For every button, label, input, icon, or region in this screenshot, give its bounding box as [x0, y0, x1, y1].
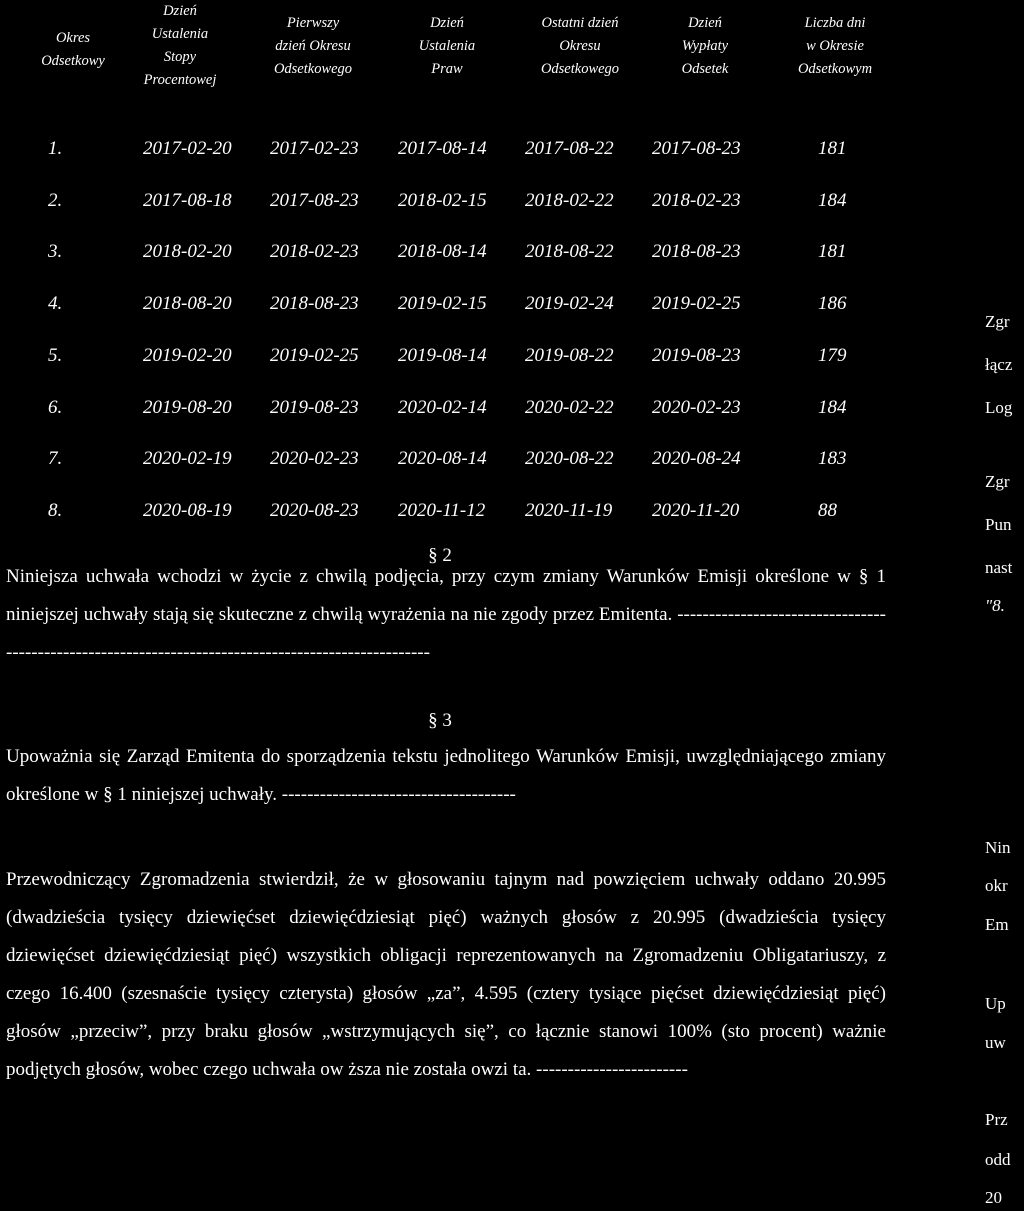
table-cell: 2018-08-14 — [398, 241, 487, 263]
table-row — [0, 345, 960, 375]
column-header-7 — [770, 12, 900, 81]
right-fragment: Prz — [985, 1110, 1008, 1129]
table-cell: 2019-02-25 — [270, 344, 359, 366]
column-header-4 — [392, 12, 502, 81]
table-cell: 2017-08-23 — [270, 189, 359, 211]
column-header-6 — [650, 12, 760, 81]
table-cell: 2019-02-20 — [143, 344, 232, 366]
right-fragment: Log — [985, 398, 1013, 417]
column-header-line: Okres — [55, 30, 91, 46]
column-header-line: Dzień — [163, 3, 197, 19]
vote-paragraph: Przewodniczący Zgromadzenia stwierdził, że w głosowaniu tajnym nad powzięciem uchwały oddano 20.995 (dwadzieścia tysięcy dziewięćset dziewięćdziesiąt pięć) ważnych głosów z 20.995 (dwadzieścia tysięcy dziewięćset dziewięćdziesiąt pięć) wszystkich obligacji reprezentowanych na Zgromadzeniu Obligatariuszy, z czego 16.400 (szesnaście tysięcy czterysta) głosów „za”, 4.595 (cztery tysiące pięćset dziewięćdziesiąt pięć) głosów „przeciw”, przy braku głosów „wstrzymujących się”, co łącznie stanowi 100% (sto procent) ważnie podjętych głosów, wobec czego uchwała ow ższa nie została owzi ta. ------------------------ — [6, 869, 886, 1080]
table-cell: 2020-02-14 — [398, 396, 487, 418]
table-cell: 2. — [48, 189, 63, 211]
column-header-1 — [28, 27, 118, 73]
column-header-line: w Okresie — [806, 38, 864, 54]
right-fragment: "8. — [985, 596, 1005, 615]
table-cell: 8. — [48, 499, 63, 521]
table-cell: 2018-02-22 — [525, 189, 614, 211]
table-cell: 2017-08-14 — [398, 138, 487, 159]
table-cell: 2020-08-24 — [652, 448, 741, 470]
section-2-heading: § 2 — [428, 545, 452, 566]
section-3-text: Upoważnia się Zarząd Emitenta do sporządzenia tekstu jednolitego Warunków Emisji, uwzględniającego zmiany określone w § 1 niniejszej uchwały. ------------------------------------- — [6, 746, 886, 805]
column-header-line: Dzień — [688, 15, 722, 31]
table-cell: 2020-11-19 — [525, 499, 613, 521]
table-cell: 6. — [48, 396, 63, 418]
column-header-line: Odsetkowy — [41, 53, 105, 69]
column-header-line: Odsetkowego — [540, 61, 620, 77]
table-cell: 2019-02-15 — [398, 293, 487, 315]
column-header-line: Liczba dni — [804, 15, 866, 31]
table-cell: 2019-08-14 — [398, 344, 487, 366]
table-row — [0, 293, 960, 323]
column-header-line: Okresu — [559, 38, 601, 54]
table-row — [0, 241, 960, 271]
right-fragment: 20 — [985, 1188, 1002, 1207]
table-cell: 2018-08-22 — [525, 241, 614, 263]
table-cell: 181 — [818, 138, 847, 159]
table-cell: 2020-08-23 — [270, 499, 359, 521]
table-cell: 183 — [818, 448, 847, 470]
table-cell: 2017-02-20 — [143, 138, 232, 159]
table-cell: 2020-11-12 — [398, 499, 486, 521]
column-header-line: Dzień — [430, 15, 464, 31]
table-cell: 1. — [48, 138, 63, 159]
table-cell: 2020-08-14 — [398, 448, 487, 470]
table-cell: 2019-08-20 — [143, 396, 232, 418]
table-row — [0, 138, 960, 168]
right-fragment: Nin — [985, 838, 1011, 857]
right-fragment: Zgr — [985, 312, 1010, 331]
table-cell: 4. — [48, 293, 63, 315]
column-header-line: Pierwszy — [286, 15, 340, 31]
table-cell: 184 — [818, 396, 847, 418]
table-cell: 2017-08-22 — [525, 138, 614, 159]
table-cell: 2020-02-23 — [652, 396, 741, 418]
table-cell: 2020-08-22 — [525, 448, 614, 470]
right-fragment: Pun — [985, 515, 1012, 534]
table-cell: 2020-02-19 — [143, 448, 232, 470]
column-header-line: Ostatni dzień — [541, 15, 619, 31]
right-fragment: odd — [985, 1150, 1011, 1169]
table-cell: 2017-02-23 — [270, 138, 359, 159]
table-cell: 181 — [818, 241, 847, 263]
column-header-line: Odsetek — [681, 61, 729, 77]
table-cell: 186 — [818, 293, 847, 315]
table-cell: 2018-08-23 — [270, 293, 359, 315]
table-cell: 2019-08-23 — [270, 396, 359, 418]
table-cell: 2018-08-23 — [652, 241, 741, 263]
table-cell: 2017-08-18 — [143, 189, 232, 211]
right-fragment: nast — [985, 558, 1013, 577]
right-fragment: Zgr — [985, 472, 1010, 491]
table-cell: 5. — [48, 344, 63, 366]
table-cell: 7. — [48, 448, 63, 470]
table-cell: 2018-02-20 — [143, 241, 232, 263]
table-cell: 2018-02-15 — [398, 189, 487, 211]
section-3-heading: § 3 — [428, 710, 452, 731]
column-header-line: Odsetkowym — [797, 61, 873, 77]
column-header-line: Ustalenia — [151, 26, 209, 42]
table-cell: 2020-02-23 — [270, 448, 359, 470]
table-row — [0, 500, 960, 530]
column-header-3 — [258, 12, 368, 81]
column-header-line: Ustalenia — [418, 38, 476, 54]
table-cell: 184 — [818, 189, 847, 211]
column-header-line: Procentowej — [143, 72, 217, 88]
table-cell: 179 — [818, 344, 847, 366]
column-header-2 — [130, 0, 230, 92]
table-cell: 2017-08-23 — [652, 138, 741, 159]
table-row — [0, 448, 960, 478]
table-cell: 2019-08-22 — [525, 344, 614, 366]
right-fragment: Up — [985, 994, 1006, 1013]
column-header-line: Stopy — [163, 49, 197, 65]
table-cell: 2019-02-24 — [525, 293, 614, 315]
column-header-line: Wypłaty — [681, 38, 729, 54]
table-row — [0, 190, 960, 220]
table-cell: 2018-08-20 — [143, 293, 232, 315]
column-header-line: Odsetkowego — [273, 61, 353, 77]
column-header-line: dzień Okresu — [275, 38, 351, 54]
table-row — [0, 397, 960, 427]
table-cell: 2019-08-23 — [652, 344, 741, 366]
table-cell: 2018-02-23 — [652, 189, 741, 211]
table-cell: 2019-02-25 — [652, 293, 741, 315]
section-2-text: Niniejsza uchwała wchodzi w życie z chwilą podjęcia, przy czym zmiany Warunków Emisji określone w § 1 niniejszej uchwały stają się skuteczne z chwilą wyrażenia na nie zgody przez Emitenta. ---------------------------------------------------------------------------------------------------- — [6, 566, 886, 663]
table-cell: 2020-08-19 — [143, 499, 232, 521]
table-cell: 2020-11-20 — [652, 499, 740, 521]
right-fragment: Em — [985, 915, 1009, 934]
table-cell: 2018-02-23 — [270, 241, 359, 263]
table-cell: 88 — [818, 499, 837, 521]
table-cell: 2020-02-22 — [525, 396, 614, 418]
column-header-5 — [515, 12, 645, 81]
right-fragment: uw — [985, 1033, 1006, 1052]
right-fragment: okr — [985, 876, 1008, 895]
table-cell: 3. — [48, 241, 63, 263]
right-fragment: łącz — [985, 355, 1013, 374]
column-header-line: Praw — [431, 61, 463, 77]
